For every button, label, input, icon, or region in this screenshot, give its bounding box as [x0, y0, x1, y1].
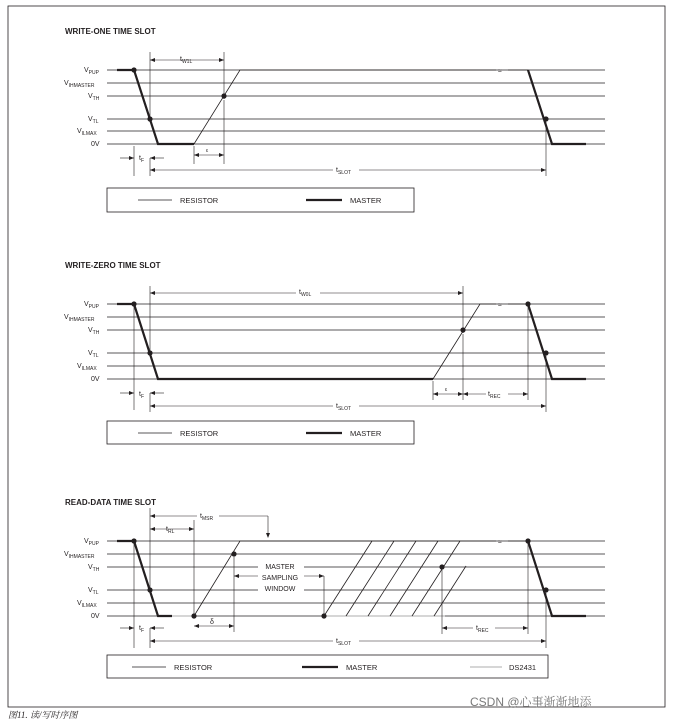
- legend-resistor-label: RESISTOR: [180, 196, 219, 205]
- level-vpup-label: $V_{PUP}$: [84, 301, 99, 310]
- t-f-label: $t_F$: [139, 625, 145, 634]
- write-one-level-labels: [64, 67, 100, 148]
- t-slot-label: $t_{SLOT}$: [336, 638, 352, 647]
- write-one-title: WRITE-ONE TIME SLOT: [65, 27, 156, 36]
- level-0v-label: 0V: [91, 141, 100, 148]
- t-rec-label: $t_{REC}$: [488, 391, 501, 400]
- level-vihmaster-label: $V_{IHMASTER}$: [64, 80, 95, 89]
- write-zero-resistor-waveform: [433, 304, 496, 379]
- level-vilmax-label: $V_{ILMAX}$: [77, 363, 97, 372]
- marker-dot: [525, 538, 530, 543]
- delta-label: δ: [210, 619, 214, 626]
- level-vtl-label: $V_{TL}$: [88, 587, 99, 596]
- legend-master-label: MASTER: [346, 663, 378, 672]
- figure-caption: 图11. 读/写时序图: [8, 710, 78, 720]
- marker-dot: [231, 551, 236, 556]
- legend-resistor-label: RESISTOR: [174, 663, 213, 672]
- t-rl-label: $t_{RL}$: [166, 526, 175, 535]
- marker-dot: [131, 67, 136, 72]
- level-vtl-label: $V_{TL}$: [88, 116, 99, 125]
- legend-ds2431-label: DS2431: [509, 663, 537, 672]
- level-vth-label: $V_{TH}$: [88, 93, 100, 102]
- marker-dot: [543, 350, 548, 355]
- level-vilmax-label: $V_{ILMAX}$: [77, 600, 97, 609]
- read-data-level-labels: [64, 538, 100, 620]
- break-mark: ≈: [498, 68, 502, 75]
- write-zero-master-waveform: [117, 304, 433, 379]
- read-data-level-lines: [107, 541, 605, 616]
- epsilon-label: ε: [206, 148, 209, 154]
- marker-dot: [131, 538, 136, 543]
- level-vihmaster-label: $V_{IHMASTER}$: [64, 314, 95, 323]
- t-f-label: $t_F$: [139, 391, 145, 400]
- level-0v-label: 0V: [91, 613, 100, 620]
- read-data-panel: [64, 498, 605, 678]
- t-msr-label: $t_{MSR}$: [200, 513, 214, 522]
- marker-dot: [439, 564, 444, 569]
- marker-dot: [131, 301, 136, 306]
- write-zero-level-lines: [107, 304, 605, 379]
- level-vpup-label: $V_{PUP}$: [84, 67, 99, 76]
- read-data-legend: [107, 655, 548, 678]
- read-data-title: READ-DATA TIME SLOT: [65, 498, 156, 507]
- break-mark: ≈: [498, 539, 502, 546]
- t-w1l-label: $t_{W1L}$: [180, 56, 193, 65]
- sampling-window-line2: SAMPLING: [261, 575, 299, 582]
- csdn-watermark: CSDN @心事渐渐地添: [470, 695, 592, 709]
- t-slot-label: $t_{SLOT}$: [336, 167, 352, 176]
- write-zero-legend: [107, 421, 414, 444]
- break-mark: ≈: [498, 302, 502, 309]
- write-one-resistor-waveform: [194, 70, 496, 144]
- read-data-master-waveform-2: [528, 541, 586, 616]
- read-data-resistor-waveform: [194, 541, 496, 616]
- write-one-master-waveform: [117, 70, 194, 144]
- marker-dot: [543, 116, 548, 121]
- read-data-master-waveform: [117, 541, 172, 616]
- t-slot-label: $t_{SLOT}$: [336, 403, 352, 412]
- write-one-legend: [107, 188, 414, 212]
- t-rec-label: $t_{REC}$: [476, 625, 489, 634]
- level-vihmaster-label: $V_{IHMASTER}$: [64, 551, 95, 560]
- write-zero-title: WRITE-ZERO TIME SLOT: [65, 261, 161, 270]
- sampling-window-line1: MASTER: [265, 564, 295, 571]
- write-zero-panel: [64, 261, 605, 444]
- marker-dot: [321, 613, 326, 618]
- legend-resistor-label: RESISTOR: [180, 429, 219, 438]
- read-data-hatch: [324, 541, 466, 616]
- write-one-panel: [64, 27, 605, 212]
- t-f-label: $t_F$: [139, 155, 145, 164]
- figure-border: [8, 6, 665, 707]
- level-vth-label: $V_{TH}$: [88, 564, 100, 573]
- epsilon-label: ε: [445, 387, 448, 393]
- write-zero-master-waveform-2: [528, 304, 586, 379]
- write-one-level-lines: [107, 70, 605, 144]
- level-0v-label: 0V: [91, 376, 100, 383]
- legend-master-label: MASTER: [350, 196, 382, 205]
- level-vtl-label: $V_{TL}$: [88, 350, 99, 359]
- level-vth-label: $V_{TH}$: [88, 327, 100, 336]
- write-zero-level-labels: [64, 301, 100, 383]
- marker-dot: [191, 613, 196, 618]
- marker-dot: [525, 301, 530, 306]
- level-vilmax-label: $V_{ILMAX}$: [77, 128, 97, 137]
- sampling-window-line3: WINDOW: [264, 586, 296, 593]
- write-one-master-waveform-2: [528, 70, 586, 144]
- t-w0l-label: $t_{W0L}$: [299, 289, 312, 298]
- legend-master-label: MASTER: [350, 429, 382, 438]
- marker-dot: [543, 587, 548, 592]
- level-vpup-label: $V_{PUP}$: [84, 538, 99, 547]
